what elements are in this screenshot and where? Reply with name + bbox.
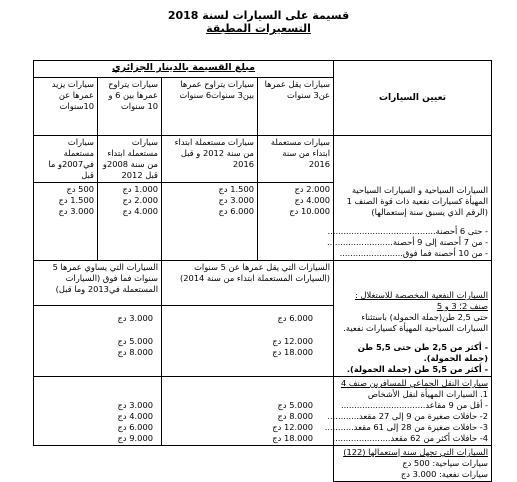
price: 500 دج (66, 184, 95, 194)
unknown-row-2: سيارات نفعية: 3.000 دج (400, 469, 489, 479)
transport-prices-1 (162, 377, 334, 446)
utility-cell (334, 261, 492, 377)
age-col-1: سيارات يقل عمرها عن3 سنوات (258, 78, 334, 136)
price: 3.000 دج (58, 206, 95, 216)
price: 5.000 دج (117, 336, 154, 346)
utility-row-1: - أكثر من 2,5 طن حتى 5,5 طن (جملة الحمولة). (357, 342, 489, 363)
transport-cell (324, 377, 492, 446)
vehicle-header: تعيين السيارات (334, 61, 492, 136)
transport-row-1: 1. السيارات المهيأة لنقل الأشخاص (367, 389, 489, 399)
price: 1.500 دج (218, 184, 255, 194)
price: 3.000 دج (117, 313, 154, 323)
utility-title: السيارات النفعية المخصصة للاستغلال : صنف 2؛ 3 و 5 (355, 290, 489, 311)
unknown-title: السيارات التي تجهل سنة إستعمالها (122) (343, 447, 489, 457)
tourism-prices-1 (258, 183, 334, 261)
unknown-row-1: سيارات سياحية: 500 دج (402, 458, 489, 468)
price: 6.000 دج (117, 422, 154, 432)
price: 4.000 دج (117, 411, 154, 421)
table-row (34, 136, 492, 183)
table-row (34, 377, 492, 446)
utility-prices-2 (34, 306, 162, 377)
price: 8.000 دج (117, 347, 154, 357)
transport-title: سيارات النقل الجماعي للمسافرين صنف 4 (340, 378, 489, 388)
document-title: قسيمة على السيارات لسنة 2018 (167, 9, 350, 22)
utility-prices-1 (162, 306, 334, 377)
price: 9.000 دج (117, 433, 154, 443)
tourism-row-2: - من 7 أحصنة إلى 9 أحصنة......................... (327, 237, 489, 247)
tourism-cell (327, 136, 492, 261)
year-col-4: سيارات مستعملة في2007و ما قبل (34, 136, 98, 183)
table-row (34, 61, 492, 78)
utility-col-1: السيارات التي يقل عمرها عن 5 سنوات (السيارات المستعملة ابتداء من سنة 2014) (162, 261, 334, 306)
tourism-prices-3 (98, 183, 162, 261)
price: 2.000 دج (294, 184, 331, 194)
tourism-prices-4 (34, 183, 98, 261)
price: 4.000 دج (294, 195, 331, 205)
price: 2.000 دج (122, 195, 159, 205)
transport-row-4: 3- حافلات صغيرة من 28 إلى 61 مقعد........... (324, 422, 489, 432)
price: 10.000 دج (289, 206, 331, 216)
age-col-3: سيارات يتراوح عمرها بين 6 و 10 سنوات (98, 78, 162, 136)
price: 12.000 دج (272, 422, 314, 432)
year-col-2: سيارات مستعملة ابتداء من سنة 2012 و قبل 2016 (162, 136, 258, 183)
document-subtitle: التسعيرات المطبقة (206, 22, 311, 35)
tourism-row-3: - من 10 أحصنة فما فوق........................ (339, 248, 489, 258)
price: 3.000 دج (218, 195, 255, 205)
age-col-2: سيارات يتراوح عمرها بين3 سنوات6 سنوات (162, 78, 258, 136)
price: 4.000 دج (122, 206, 159, 216)
tourism-row-1: - حتى 6 أحصنة......................................... (327, 226, 489, 236)
transport-row-3: 2- حافلات صغيرة من 9 إلى 27 مقعد............ (327, 411, 489, 421)
price: 8.000 دج (277, 411, 314, 421)
table-row (34, 261, 492, 306)
table-row (34, 446, 492, 482)
age-col-4: سيارات يزيد عمرها عن 10سنوات (34, 78, 98, 136)
year-col-3: سيارات مستعملة ابتداء من سنة 2008و قبل 2012 (98, 136, 162, 183)
empty-cell (34, 446, 334, 482)
utility-col-2: السيارات التي يساوي عمرها 5 سنوات فما فوق (السيارات المستعملة في2013 وما قبل) (34, 261, 162, 306)
pricing-table (33, 60, 492, 482)
price: 6.000 دج (277, 313, 314, 323)
price: 12.000 دج (272, 336, 314, 346)
price: 18.000 دج (272, 347, 314, 357)
price: 1.000 دج (122, 184, 159, 194)
transport-prices-2 (34, 377, 162, 446)
year-col-1: سيارات مستعملة ابتداء من سنة 2016 (258, 136, 334, 183)
price: 18.000 دج (272, 433, 314, 443)
price: 3.000 دج (117, 400, 154, 410)
transport-row-2: - أقل من 9 مقاعد................................ (340, 400, 489, 410)
tourism-prices-2 (162, 183, 258, 261)
utility-intro: حتى 2,5 طن(جملة الحمولة) باستثناء السيارات السياحية المهيأة كسيارات نفعية. (343, 312, 489, 333)
utility-row-2: - أكثر من 5,5 طن (جملة الحمولة). (346, 364, 489, 374)
amount-header: مبلغ القسيمة بالدينار الجزائري (34, 61, 334, 78)
transport-row-5: 4- حافلات أكثر من 62 مقعد...................... (332, 433, 489, 443)
unknown-cell (334, 446, 492, 482)
price: 5.000 دج (277, 400, 314, 410)
tourism-desc: السيارات السياحية و السيارات السياحية المهيأة كسيارات نفعية ذات قوة الصنف 1 (الرقم الذي يسبق سنة إستعمالها) (346, 185, 489, 217)
price: 1.500 دج (58, 195, 95, 205)
price: 6.000 دج (218, 206, 255, 216)
